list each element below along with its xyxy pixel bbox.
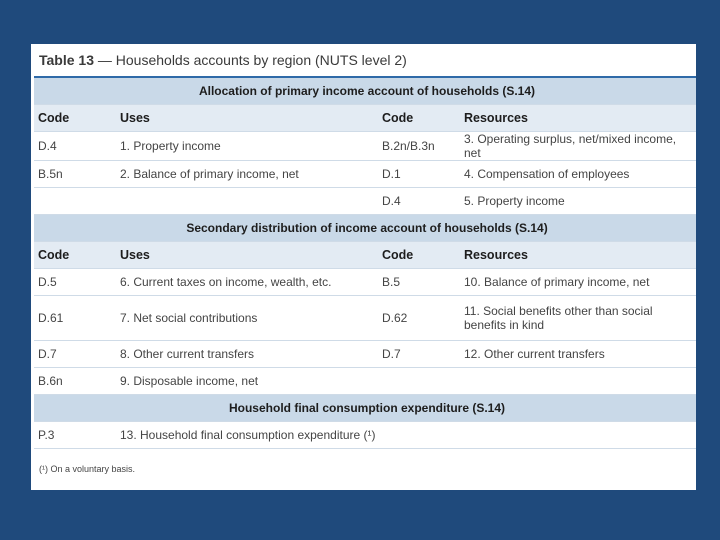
table-cell: 3. Operating surplus, net/mixed income, net <box>460 132 696 161</box>
table-cell: 12. Other current transfers <box>460 341 696 368</box>
table-cell: D.5 <box>34 269 116 296</box>
table-cell: 13. Household final consumption expenditure (¹) <box>116 422 696 449</box>
table-cell: B.6n <box>34 368 116 395</box>
footnote: (¹) On a voluntary basis. <box>39 464 136 474</box>
table-cell <box>116 188 378 215</box>
column-header-resources: Resources <box>460 242 696 269</box>
table-cell: 6. Current taxes on income, wealth, etc. <box>116 269 378 296</box>
table-cell: 7. Net social contributions <box>116 296 378 341</box>
table-row <box>34 422 696 449</box>
section-heading: Secondary distribution of income account of households (S.14) <box>34 215 696 242</box>
table-cell: D.61 <box>34 296 116 341</box>
table-cell: D.62 <box>378 296 460 341</box>
column-header-resources: Resources <box>460 105 696 132</box>
column-header-code: Code <box>378 105 460 132</box>
column-header-code: Code <box>34 105 116 132</box>
table-cell: B.5 <box>378 269 460 296</box>
table-cell: D.7 <box>34 341 116 368</box>
table-cell: P.3 <box>34 422 116 449</box>
table-cell: 9. Disposable income, net <box>116 368 378 395</box>
table-cell: 4. Compensation of employees <box>460 161 696 188</box>
table-cell: 11. Social benefits other than social benefits in kind <box>460 296 696 341</box>
section-heading: Allocation of primary income account of households (S.14) <box>34 78 696 105</box>
table-cell <box>378 368 460 395</box>
table-cell: 5. Property income <box>460 188 696 215</box>
table-cell: 1. Property income <box>116 132 378 161</box>
accounts-table <box>34 78 696 449</box>
table-row <box>34 161 696 188</box>
column-header-uses: Uses <box>116 242 378 269</box>
table-cell: D.7 <box>378 341 460 368</box>
table-cell: 8. Other current transfers <box>116 341 378 368</box>
column-header-code: Code <box>34 242 116 269</box>
column-header-code: Code <box>378 242 460 269</box>
section-heading: Household final consumption expenditure (S.14) <box>34 395 696 422</box>
table-title <box>39 52 407 68</box>
table-cell: 10. Balance of primary income, net <box>460 269 696 296</box>
table-row <box>34 188 696 215</box>
table-row <box>34 296 696 341</box>
table-row <box>34 368 696 395</box>
table-row <box>34 341 696 368</box>
table-cell <box>34 188 116 215</box>
table-row <box>34 132 696 161</box>
table-cell: D.4 <box>378 188 460 215</box>
table-cell: 2. Balance of primary income, net <box>116 161 378 188</box>
table-row <box>34 269 696 296</box>
table-cell <box>460 368 696 395</box>
table-number: Table 13 <box>39 52 94 68</box>
column-header-uses: Uses <box>116 105 378 132</box>
table-cell: D.1 <box>378 161 460 188</box>
table-title-text: — Households accounts by region (NUTS level 2) <box>94 52 407 68</box>
table-cell: B.5n <box>34 161 116 188</box>
table-cell: B.2n/B.3n <box>378 132 460 161</box>
table-cell: D.4 <box>34 132 116 161</box>
table-panel <box>31 44 696 490</box>
